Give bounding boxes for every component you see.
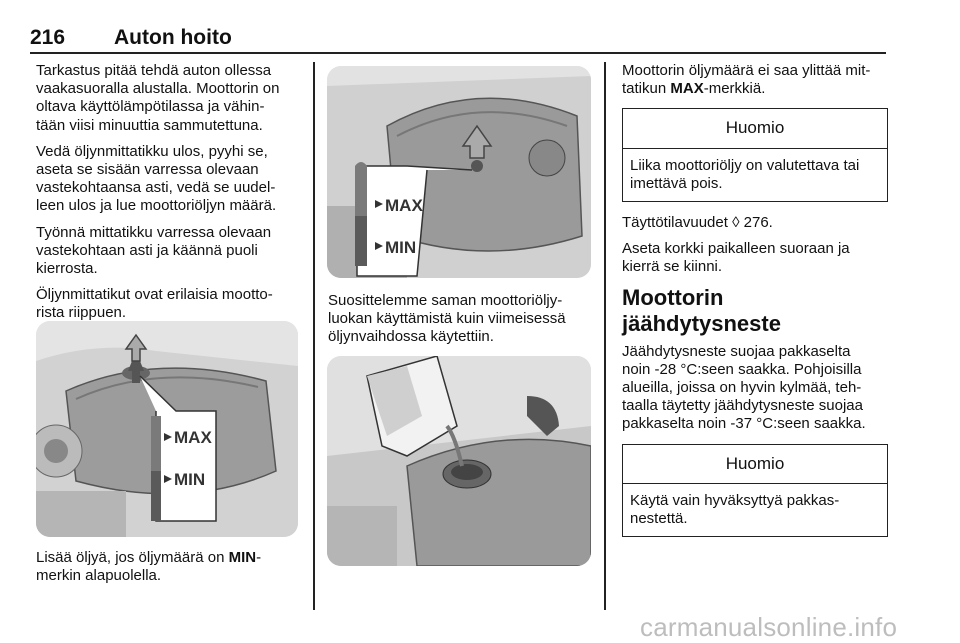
paragraph-check-conditions: Tarkastus pitää tehdä auton ollessa vaakasuoralla alustalla. Moottorin on oltava käyttölämpötilassa ja vähin- tään viisi minuuttia sammutettuna. <box>36 62 280 134</box>
notice-box-1 <box>622 108 888 202</box>
paragraph-dipstick-procedure: Vedä öljynmittatikku ulos, pyyhi se, aseta se sisään varressa olevaan vastekohtaansa asti, vedä se uudel- leen ulos ja lue moottoriöljyn määrä. <box>36 142 277 215</box>
column-2-text <box>328 292 594 355</box>
watermark: carmanualsonline.info <box>640 612 898 642</box>
paragraph-dipstick-variants: Öljynmittatikut ovat erilaisia mootto- rista riippuen. <box>36 286 273 322</box>
engine-dipstick-figure-2 <box>327 66 591 278</box>
paragraph-dipstick-return: Työnnä mittatikku varressa olevaan vastekohtaan asti ja käännä puoli kierrosta. <box>36 223 272 278</box>
engine-illustration <box>327 66 591 278</box>
notice-body: Liika moottoriöljy on valutettava tai imettävä pois. <box>630 156 860 192</box>
notice-body: Käytä vain hyväksyttyä pakkas- nestettä. <box>630 491 840 528</box>
column-3 <box>622 62 888 549</box>
column-divider-1 <box>313 62 315 610</box>
min-mark-label: MIN <box>385 238 417 257</box>
column-divider-2 <box>604 62 606 610</box>
oil-filling-illustration <box>327 356 591 566</box>
page-header <box>30 26 886 52</box>
paragraph-add-oil: Lisää öljyä, jos öljymäärä on MIN- merkin alapuolella. <box>36 549 262 585</box>
notice-title: Huomio <box>623 109 887 148</box>
max-mark-label: MAX <box>385 196 423 215</box>
max-mark-label: MAX <box>174 428 212 447</box>
section-heading: Moottorin jäähdytysneste <box>622 284 781 336</box>
notice-box-2 <box>622 444 888 538</box>
column-1 <box>36 62 302 331</box>
min-mark-label: MIN <box>174 470 206 489</box>
oil-filling-figure <box>327 356 591 566</box>
paragraph-cap-instruction: Aseta korkki paikalleen suoraan ja kierrä se kiinni. <box>622 240 850 276</box>
engine-dipstick-figure-1 <box>36 321 298 537</box>
paragraph-oil-recommendation: Suosittelemme saman moottoriöljy- luokan käyttämistä kuin viimeisessä öljynvaihdossa käytettiin. <box>328 292 566 346</box>
column-1-bottom <box>36 549 302 593</box>
engine-illustration <box>36 321 298 537</box>
paragraph-capacities-ref: Täyttötilavuudet ◊ 276. <box>622 214 773 232</box>
header-rule <box>30 52 886 54</box>
paragraph-max-warning: Moottorin öljymäärä ei saa ylittää mit- tatikun MAX-merkkiä. <box>622 62 871 98</box>
notice-title: Huomio <box>623 445 887 484</box>
page-reference-link[interactable]: ◊ 276. <box>732 214 773 232</box>
paragraph-coolant-info: Jäähdytysneste suojaa pakkaselta noin -28 °C:seen saakka. Pohjoisilla alueilla, joissa on hyvin kylmää, teh- taalla täytetty jäähdytysneste suojaa pakkaselta noin -37 °C:seen saakka. <box>622 342 866 433</box>
chapter-title: Auton hoito <box>114 26 232 49</box>
page-number: 216 <box>30 26 66 49</box>
